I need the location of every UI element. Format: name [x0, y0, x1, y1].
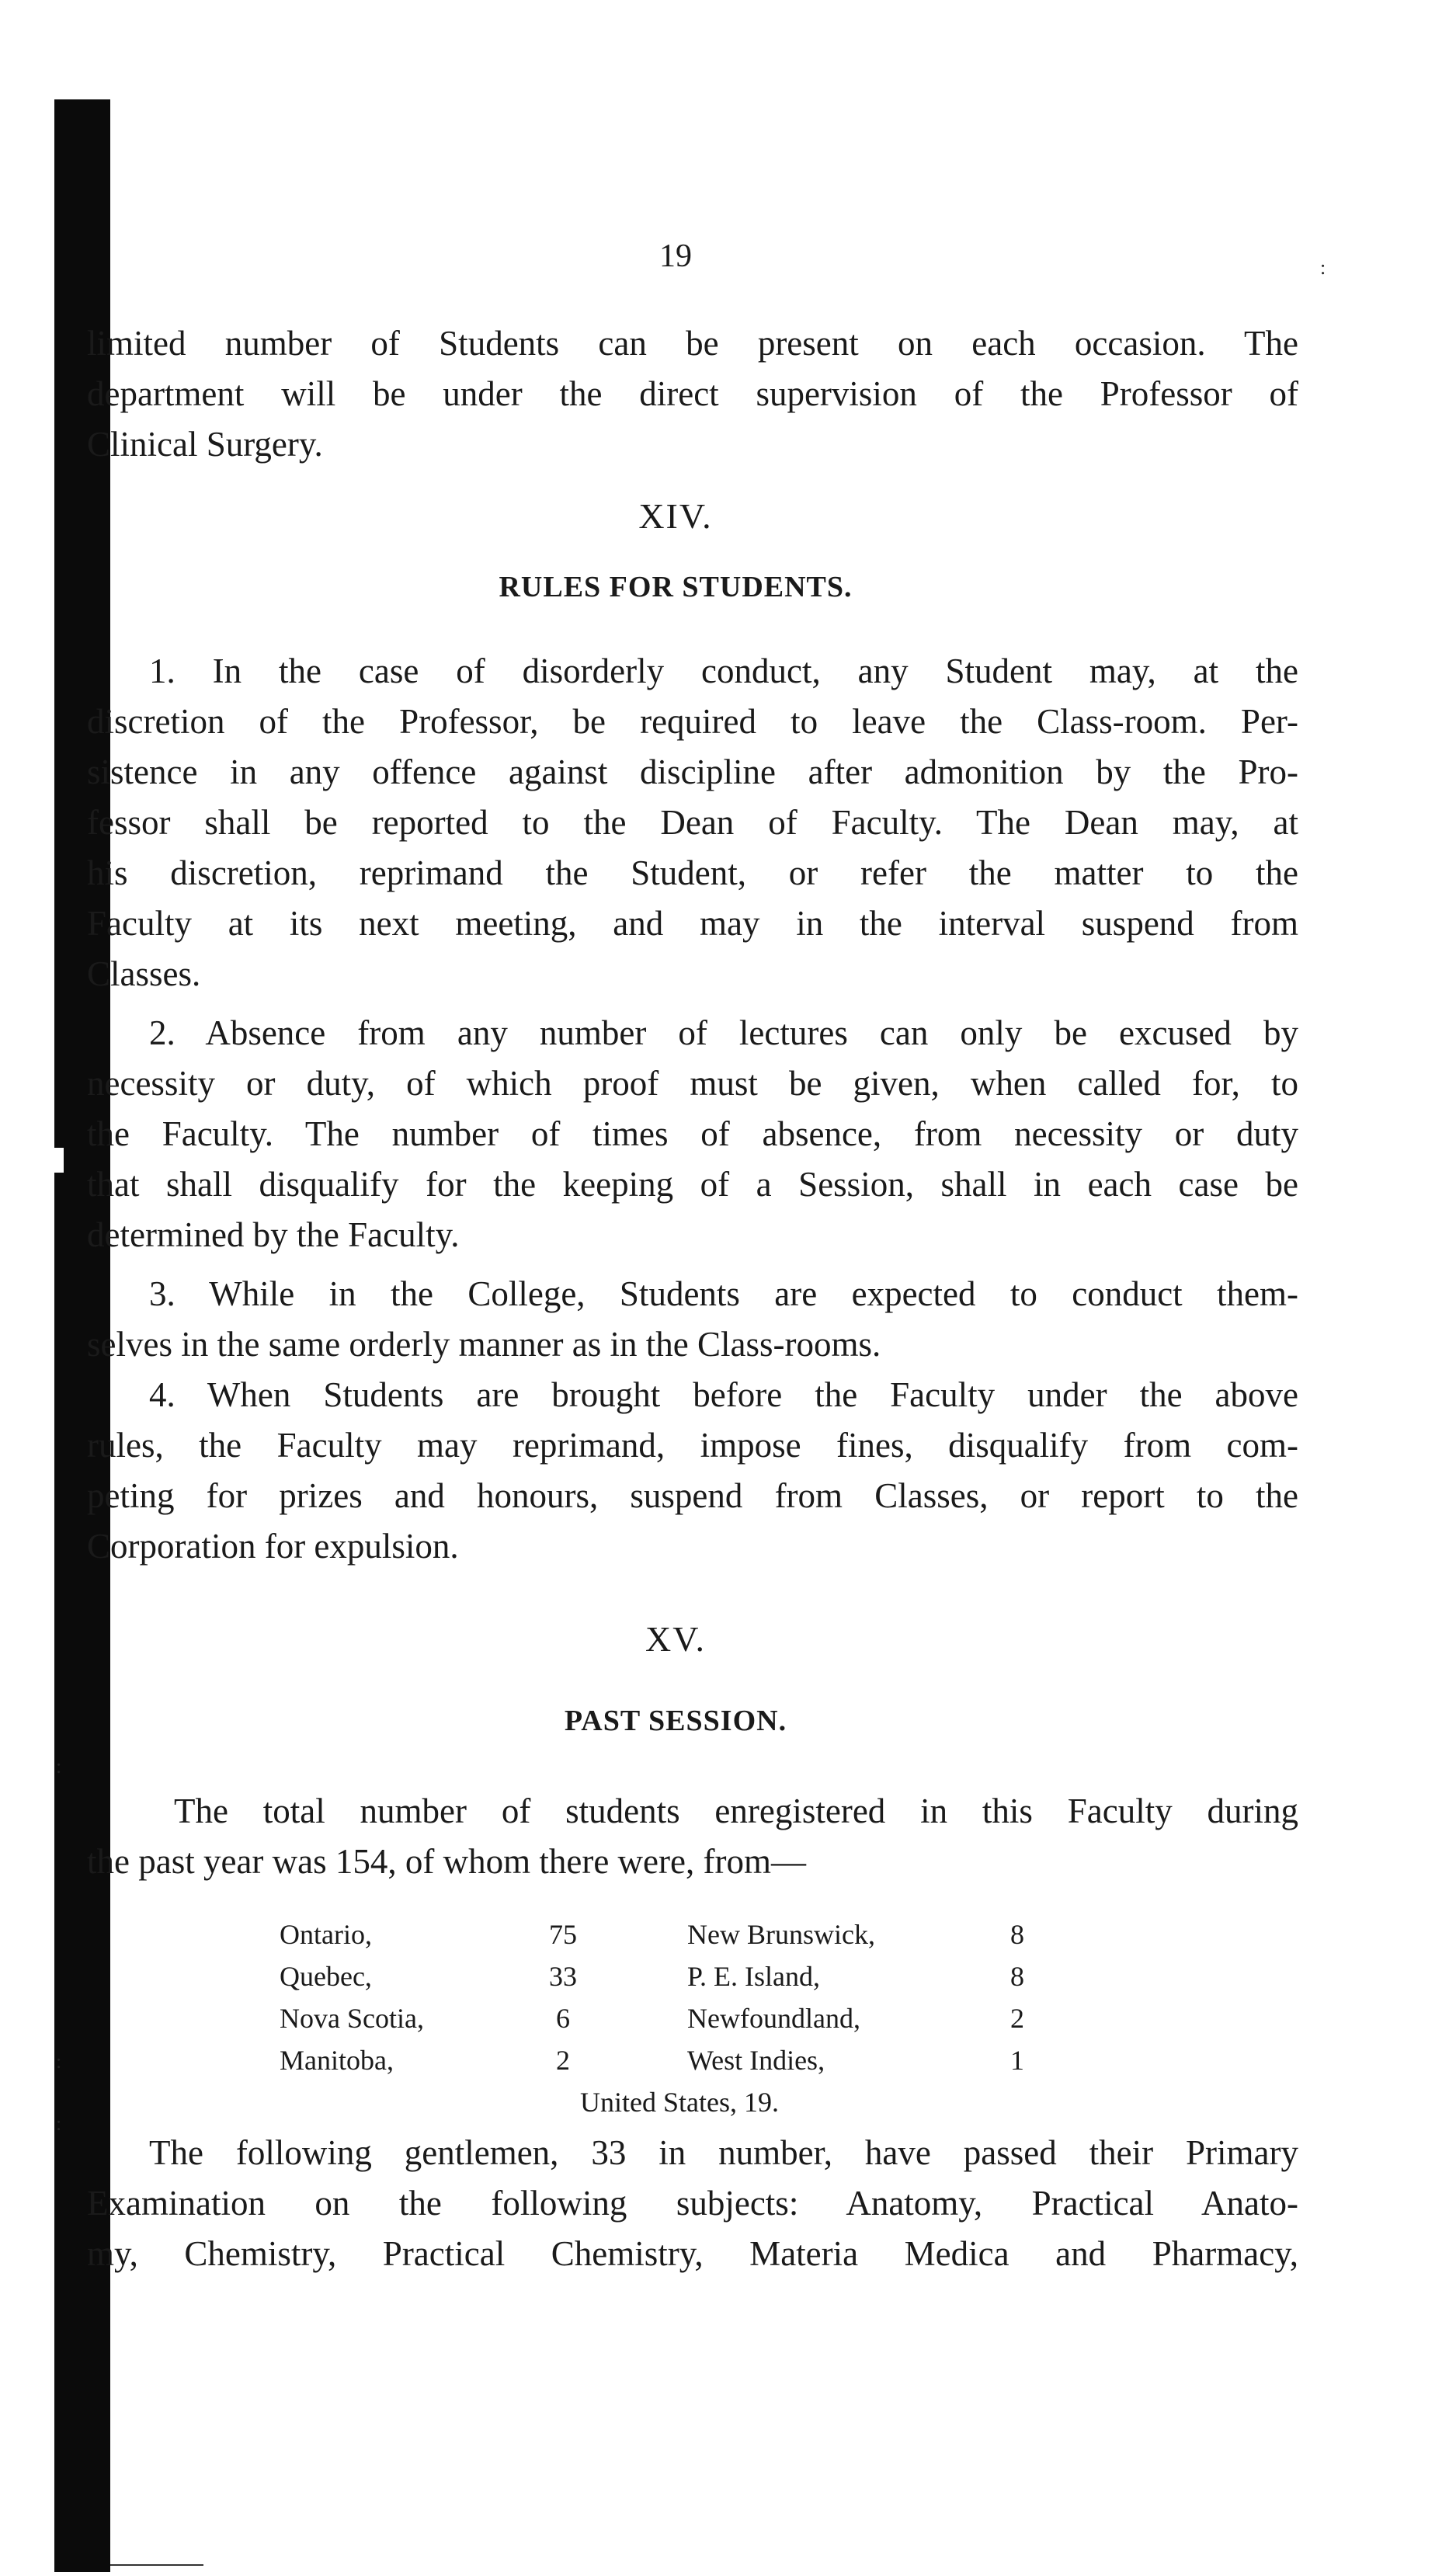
- text-line: determined by the Faculty.: [87, 1215, 460, 1254]
- intro-paragraph: [87, 318, 1298, 470]
- origin-place: New Brunswick,: [687, 1919, 875, 1950]
- origin-count: 8: [1010, 1961, 1024, 1992]
- text-line: Examination on the following subjects: Anatomy, Practical Anato-: [87, 2184, 1298, 2223]
- origin-place: Manitoba,: [280, 2045, 394, 2076]
- bottom-rule: [110, 2564, 203, 2566]
- text-line: The total number of students enregistered in this Faculty during: [174, 1792, 1298, 1830]
- origin-count: 2: [1010, 2003, 1024, 2034]
- text-line: peting for prizes and honours, suspend from Classes, or report to the: [87, 1476, 1298, 1515]
- closing-paragraph: [87, 2128, 1298, 2279]
- margin-mark: :: [1320, 256, 1326, 279]
- origin-count: 8: [1010, 1919, 1024, 1950]
- text-line: the past year was 154, of whom there were, from—: [87, 1842, 806, 1881]
- text-line: 2. Absence from any number of lectures can only be excused by: [149, 1013, 1298, 1052]
- text-line: The following gentlemen, 33 in number, have passed their Primary: [149, 2133, 1298, 2172]
- section-title: PAST SESSION.: [564, 1705, 787, 1737]
- binding-notch: [47, 1148, 64, 1173]
- table-row: [233, 1960, 1126, 2002]
- section-number: XIV.: [638, 496, 713, 536]
- rule-paragraph: [87, 1370, 1298, 1572]
- text-line: 3. While in the College, Students are expected to conduct them-: [149, 1274, 1298, 1313]
- text-line: department will be under the direct supervision of the Professor of: [87, 374, 1298, 413]
- text-line: Clinical Surgery.: [87, 425, 323, 464]
- origin-count: 2: [556, 2045, 570, 2076]
- table-row: [233, 2044, 1126, 2086]
- text-line: selves in the same orderly manner as in the Class-rooms.: [87, 1325, 881, 1364]
- table-row: [233, 2002, 1126, 2044]
- text-line: Classes.: [87, 954, 201, 993]
- origin-count: 6: [556, 2003, 570, 2034]
- origin-place: West Indies,: [687, 2045, 825, 2076]
- section-title: RULES FOR STUDENTS.: [499, 571, 853, 603]
- students-by-origin-table: [233, 1918, 1126, 2086]
- text-line: Faculty at its next meeting, and may in the interval suspend from: [87, 904, 1298, 943]
- text-line: sistence in any offence against discipline after admonition by the Pro-: [87, 752, 1298, 791]
- margin-mark: :: [56, 2112, 62, 2135]
- origin-place: Newfoundland,: [687, 2003, 860, 2034]
- text-line: Corporation for expulsion.: [87, 1527, 459, 1566]
- origin-place: Nova Scotia,: [280, 2003, 424, 2034]
- text-line: 4. When Students are brought before the Faculty under the above: [149, 1375, 1298, 1414]
- margin-mark: :: [56, 2050, 62, 2073]
- text-line: 1. In the case of disorderly conduct, any Student may, at the: [149, 652, 1298, 690]
- origin-count: 1: [1010, 2045, 1024, 2076]
- origin-place: P. E. Island,: [687, 1961, 820, 1992]
- text-line: discretion of the Professor, be required to leave the Class-room. Per-: [87, 702, 1298, 741]
- text-line: his discretion, reprimand the Student, or refer the matter to the: [87, 853, 1298, 892]
- text-line: necessity or duty, of which proof must be given, when called for, to: [87, 1064, 1298, 1103]
- text-line: my, Chemistry, Practical Chemistry, Materia Medica and Pharmacy,: [87, 2234, 1298, 2273]
- origin-place: Quebec,: [280, 1961, 372, 1992]
- text-line: the Faculty. The number of times of absence, from necessity or duty: [87, 1114, 1298, 1153]
- origin-place: Ontario,: [280, 1919, 372, 1950]
- origin-count: 75: [549, 1919, 577, 1950]
- rule-paragraph: [87, 1269, 1298, 1370]
- origin-count: 33: [549, 1961, 577, 1992]
- page-number: 19: [659, 238, 692, 274]
- text-line: fessor shall be reported to the Dean of Faculty. The Dean may, at: [87, 803, 1298, 842]
- margin-mark: :: [56, 1755, 62, 1778]
- rule-paragraph: [87, 1008, 1298, 1260]
- text-line: limited number of Students can be present on each occasion. The: [87, 324, 1298, 363]
- section-number: XV.: [645, 1619, 706, 1659]
- text-line: that shall disqualify for the keeping of a Session, shall in each case be: [87, 1165, 1298, 1204]
- session-intro-paragraph: [87, 1786, 1298, 1887]
- rule-paragraph: [87, 646, 1298, 999]
- table-row: [233, 1918, 1126, 1960]
- united-states-total: United States, 19.: [580, 2087, 779, 2118]
- text-line: rules, the Faculty may reprimand, impose fines, disqualify from com-: [87, 1426, 1298, 1465]
